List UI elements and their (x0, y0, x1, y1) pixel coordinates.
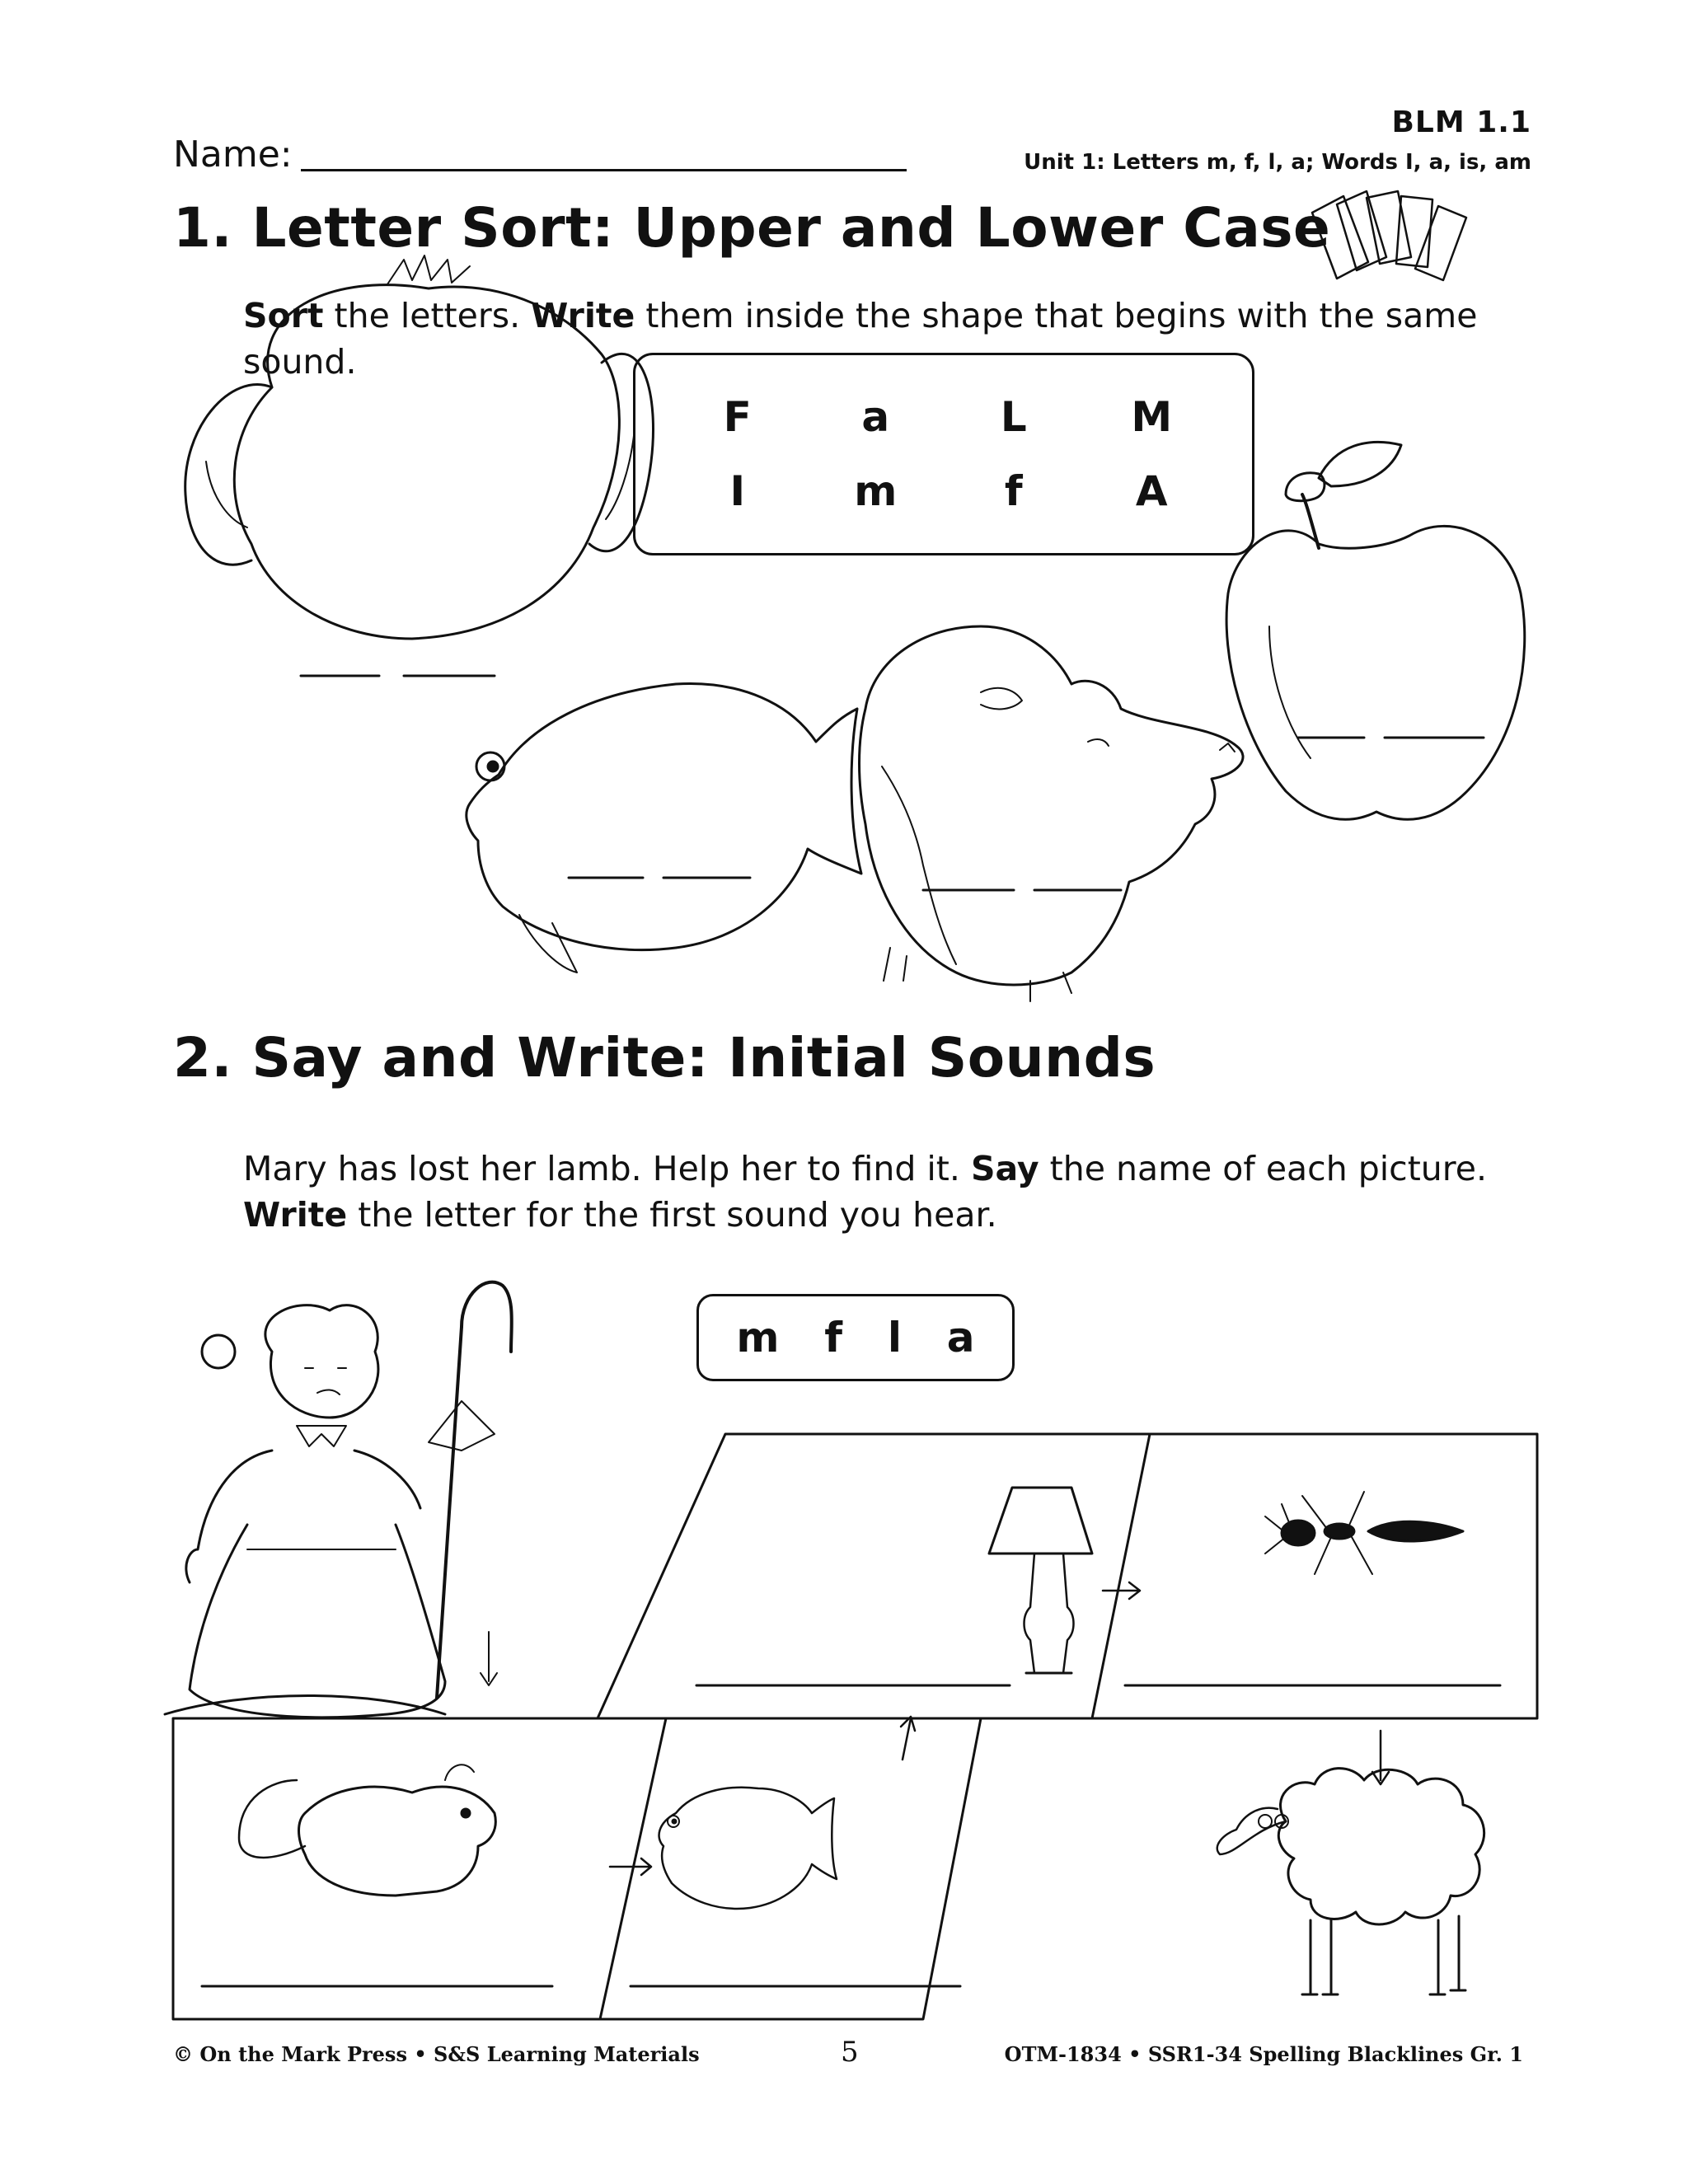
path-diagram (173, 1434, 1537, 2019)
small-fish-picture-icon (659, 1788, 837, 1909)
ant-picture-icon (1265, 1492, 1463, 1574)
instruction-text: Mary has lost her lamb. Help her to find it. (243, 1149, 971, 1188)
instruction-text: the name of each picture. (1039, 1149, 1487, 1188)
answer-blanks (202, 1685, 1500, 1986)
instruction-write: Write (243, 1195, 348, 1235)
letter: m (854, 467, 898, 515)
instruction-sort: Sort (243, 296, 324, 335)
instruction-text: the letters. (323, 296, 532, 335)
letter: F (723, 393, 752, 441)
lamb-picture-icon (1217, 1769, 1484, 1994)
face-picture-icon (185, 255, 654, 676)
lion-picture-icon (860, 626, 1244, 1001)
instruction-text: the letter for the first sound you hear. (347, 1195, 997, 1235)
letter: f (1004, 467, 1023, 515)
letter: I (729, 467, 746, 515)
unit-label: Unit 1: Letters m, f, l, a; Words I, a, is, am (1024, 150, 1531, 175)
apple-picture-icon (1226, 442, 1525, 819)
letter: L (1000, 393, 1027, 441)
page-number: 5 (841, 2036, 859, 2069)
lamp-picture-icon (989, 1488, 1092, 1673)
fish-picture-icon (467, 683, 861, 972)
letter: M (1131, 393, 1173, 441)
letter: m (736, 1314, 780, 1361)
letter: A (1135, 467, 1168, 515)
letter: a (946, 1314, 975, 1361)
arrow-icons (610, 1582, 1389, 1875)
letter: f (824, 1314, 843, 1361)
footer-product-code: OTM-1834 • SSR1-34 Spelling Blacklines Gr. 1 (1004, 2042, 1523, 2066)
letter: a (861, 393, 890, 441)
instruction-text: them inside the shape that begins with the same sound. (243, 296, 1478, 382)
letter: l (887, 1314, 902, 1361)
playing-cards-icon (1312, 191, 1466, 280)
mary-picture-icon (165, 1282, 512, 1718)
footer-copyright: © On the Mark Press • S&S Learning Materials (173, 2042, 700, 2066)
mouse-picture-icon (239, 1765, 495, 1896)
section1-title: 1. Letter Sort: Upper and Lower Case (173, 196, 1331, 260)
blm-code: BLM 1.1 (1391, 105, 1531, 139)
section2-title: 2. Say and Write: Initial Sounds (173, 1026, 1156, 1090)
name-label: Name: (173, 134, 293, 176)
instruction-say: Say (970, 1149, 1039, 1188)
instruction-write: Write (531, 296, 635, 335)
